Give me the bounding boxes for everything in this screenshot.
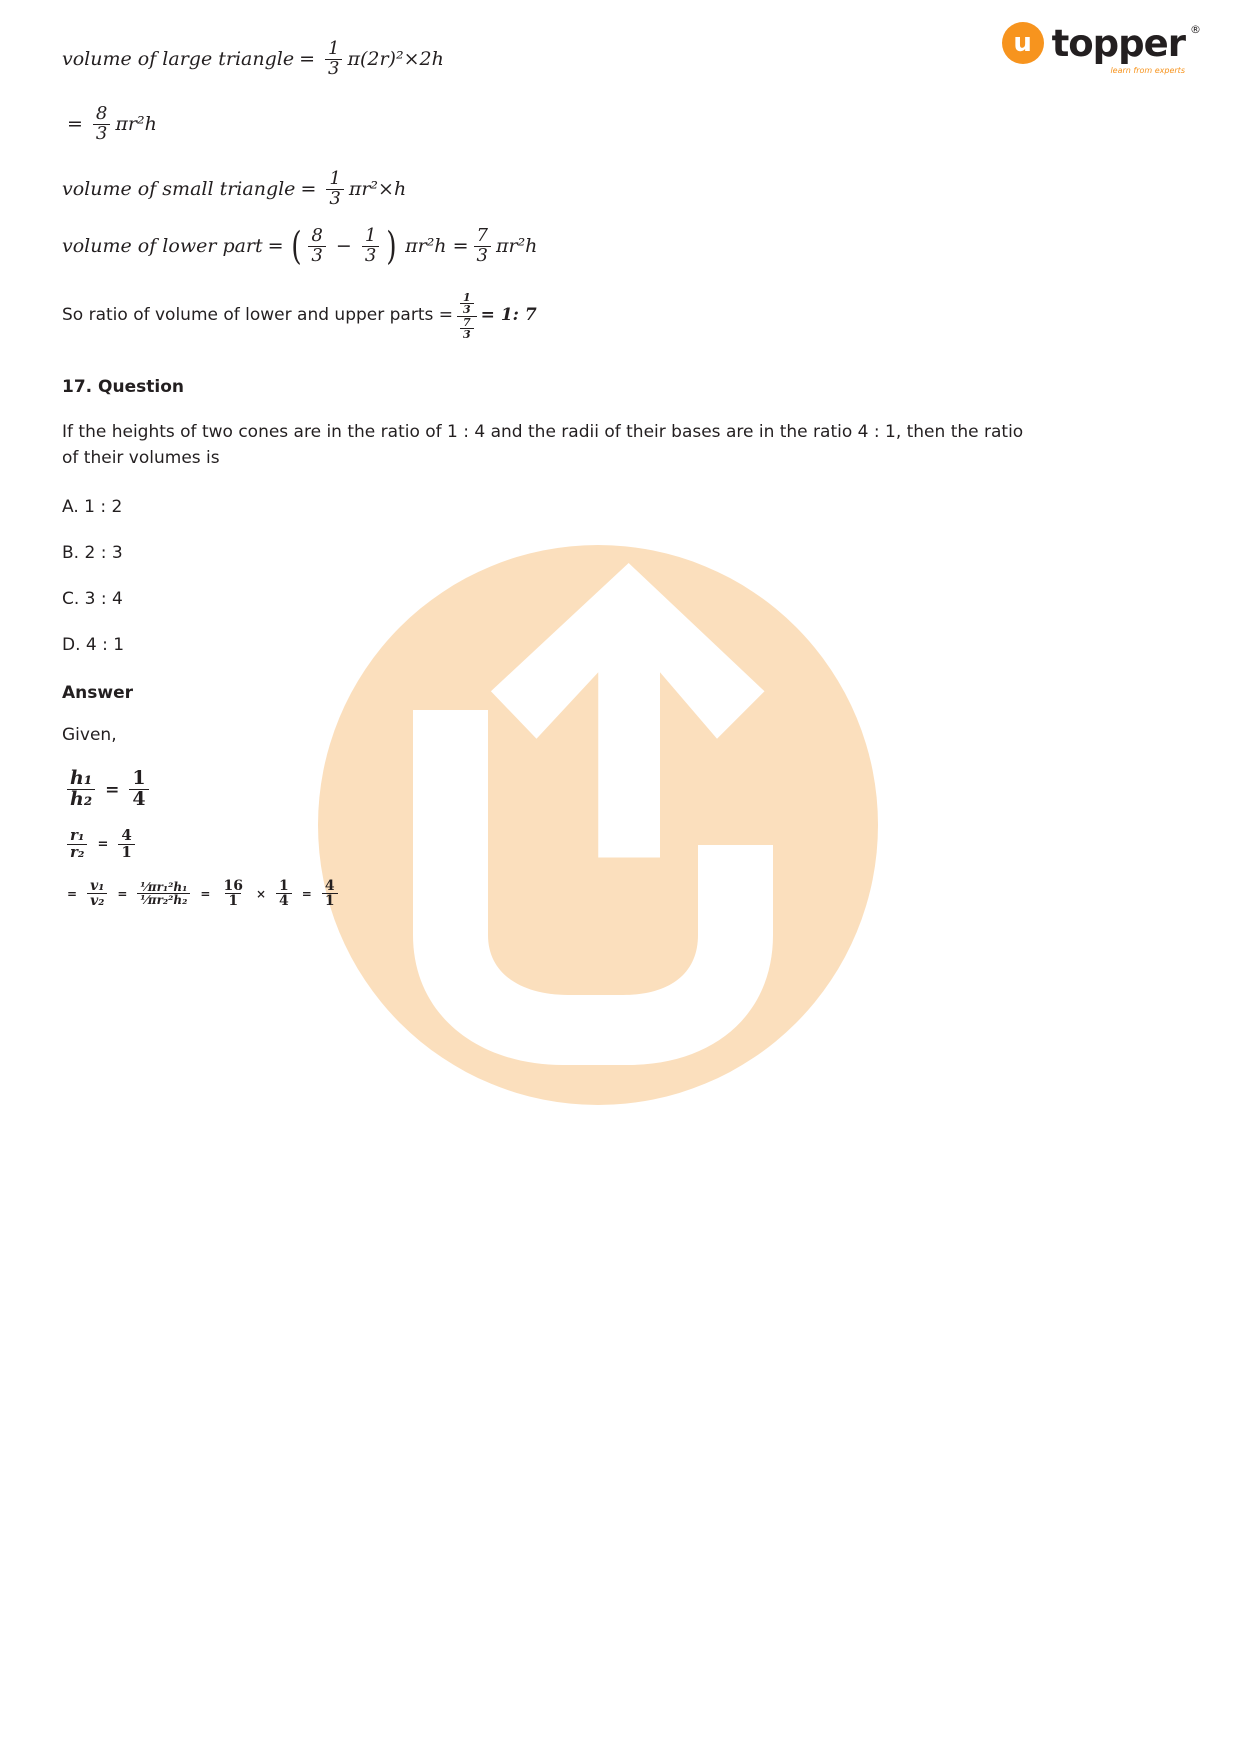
math-line-large-triangle [62,40,1042,79]
expr-small-triangle: πr²×h [348,177,407,200]
fraction-eight-thirds: $\frac{8}{3}$ [308,227,325,266]
equals-sign: = [105,779,120,800]
ratio-statement [62,292,1042,341]
expr-lower-tail: πr²h [496,234,538,257]
ratio-lower [457,316,477,341]
equals-sign: = [267,234,284,257]
expr-large-result: πr²h [115,112,157,135]
ratio-compound-fraction [457,292,477,341]
equals-sign: = [67,886,78,901]
expr-large-triangle: π(2r)²×2h [347,48,444,71]
equals-sign: = [97,837,109,852]
logo-mark-icon: u [1002,22,1044,64]
answer-heading: Answer [62,683,133,704]
right-paren: ) [386,223,397,268]
fraction-one-third: $\frac{1}{3}$ [460,292,474,316]
label-small-triangle: volume of small triangle [62,177,296,200]
math-line-lower-part [62,223,1042,268]
registered-mark: ® [1190,22,1201,36]
fraction-eight-thirds: $\frac{8}{3}$ [93,105,110,144]
equation-volume-ratio [62,879,1042,909]
minus-sign: − [335,234,352,257]
fraction-four-over-one: $\frac{4}{1}$ [322,879,338,909]
fraction-one-fourth: $\frac{1}{4}$ [276,879,292,909]
equation-radius-ratio [62,828,1042,861]
question-heading: 17. Question [62,376,184,397]
left-paren: ( [290,223,302,268]
fraction-one-third: $\frac{1}{3}$ [326,170,343,209]
math-line-small-triangle [62,167,1042,209]
option-d[interactable]: D. 4 : 1 [62,635,125,656]
label-lower-part: volume of lower part [62,234,263,257]
ratio-text: So ratio of volume of lower and upper parts = [62,305,453,326]
option-b[interactable]: B. 2 : 3 [62,543,123,564]
equals-sign: = [117,886,128,901]
question-body: If the heights of two cones are in the ratio of 1 : 4 and the radii of their bases are in the ratio 4 : 1, then the ratio of their volumes is [62,421,1024,469]
fraction-seven-thirds: $\frac{7}{3}$ [460,317,474,341]
fraction-four-over-one: $\frac{4}{1}$ [118,828,134,861]
page-content [62,40,1042,909]
equals-sign: = [301,886,312,901]
logo-tagline: learn from experts [1110,65,1185,75]
label-large-triangle: volume of large triangle [62,48,295,71]
option-c[interactable]: C. 3 : 4 [62,589,123,610]
equals-sign: = [300,177,317,200]
fraction-one-fourth: $\frac{1}{4}$ [129,769,148,810]
fraction-sixteen-over-one: $\frac{16}{1}$ [223,877,243,910]
fraction-one-third: $\frac{1}{3}$ [362,227,379,266]
equals-sign: = [299,48,315,71]
equation-height-ratio [62,769,1042,810]
multiply-sign: × [255,886,266,901]
fraction-r1-r2: $\frac{\text{r₁}}{\text{r₂}}$ [67,828,87,861]
math-line-large-result [62,102,1042,144]
ratio-result: = 1: 7 [480,305,537,326]
given-label: Given, [62,725,117,746]
equals-sign: = [200,886,211,901]
fraction-seven-thirds: $\frac{7}{3}$ [474,227,491,266]
equals-sign: = [67,112,83,135]
ratio-upper [457,292,477,316]
option-a[interactable]: A. 1 : 2 [62,497,123,518]
fraction-one-third: $\frac{1}{3}$ [325,40,342,79]
fraction-cone-volumes: $\frac{\text{⅟πr₁²h₁}}{\text{⅟πr₂²h₂}}$ [137,881,190,907]
logo-wordmark: topper [1051,21,1185,65]
topper-logo [1002,21,1201,75]
fraction-v1-v2: $\frac{\text{v₁}}{\text{v₂}}$ [87,879,107,909]
expr-lower-mid: πr²h = [405,234,469,257]
logo-text-wrap [1051,21,1201,75]
fraction-h1-h2: $\frac{\text{h₁}}{\text{h₂}}$ [67,769,95,810]
